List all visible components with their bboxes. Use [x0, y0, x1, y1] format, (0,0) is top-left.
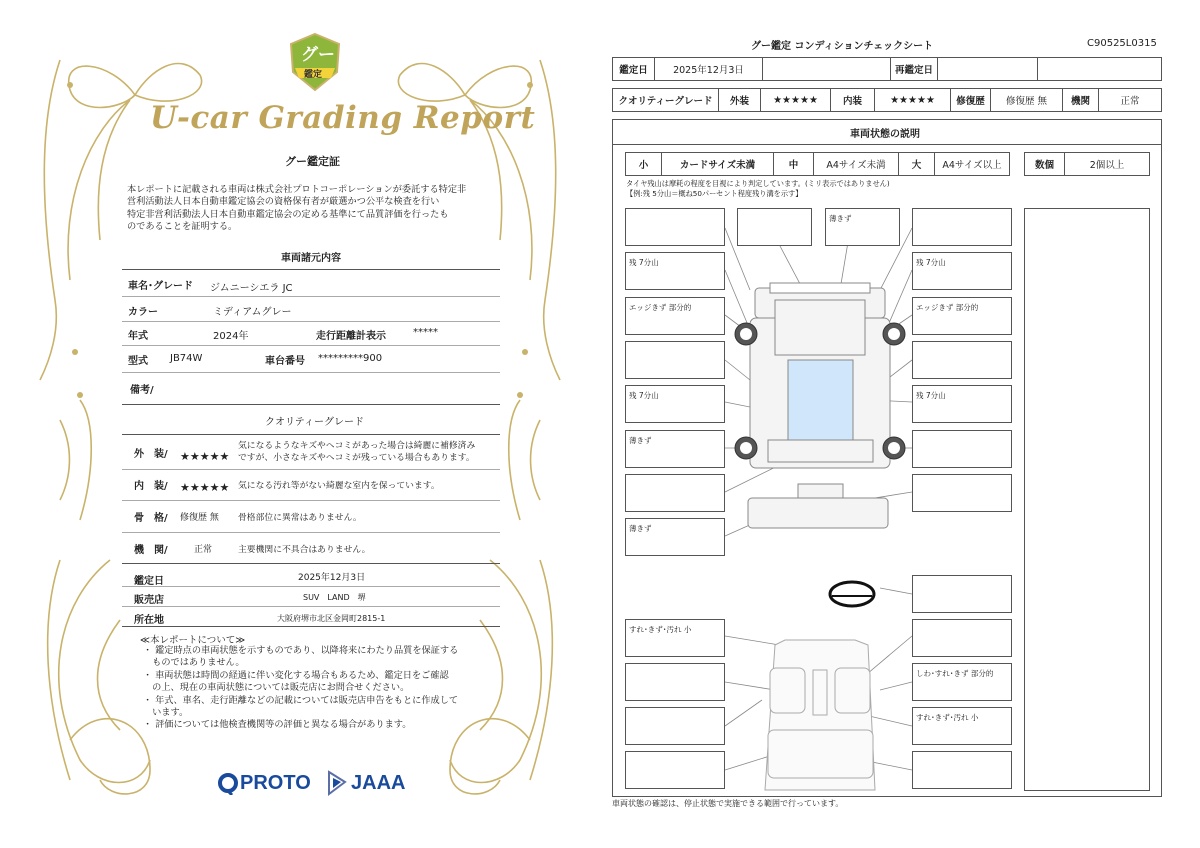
- certificate-subtitle: グー鑑定証: [285, 155, 340, 168]
- note-box-right: [912, 707, 1012, 745]
- shop-value: SUV LAND 堺: [303, 593, 366, 602]
- proto-mark-icon: [218, 773, 238, 795]
- engine-label: 機 関/: [134, 545, 168, 556]
- about-list: ・ 鑑定時点の車両状態を示すものであり、以降将来にわたり品質を保証する ものではありません。 ・ 車両状態は時間の経過に伴い変化する場合もあるため、鑑定日をご確認 の上、現在の車両状態については販売店にお問合せください。 ・ 年式、車名、走行距離などの記載については販売店申告をもとに作成して います。 ・ 評価については他検査機関等の評価と異なる場合があります。: [143, 645, 459, 731]
- sheet-title: グー鑑定 コンディションチェックシート: [751, 41, 934, 52]
- note-box-left: [625, 751, 725, 789]
- jaaa-logo: JAAA: [327, 770, 405, 796]
- sheet-footer: 車両状態の確認は、停止状態で実施できる範囲で行っています。: [612, 799, 844, 808]
- address-label: 所在地: [134, 615, 164, 626]
- tire-note-1: タイヤ残山は摩耗の程度を目視により判定しています。(ミリ表示ではありません): [626, 179, 890, 188]
- quality-heading: クオリティーグレード: [265, 417, 364, 428]
- mileage-label: 走行距離計表示: [316, 331, 386, 342]
- about-heading: ≪本レポートについて≫: [140, 635, 246, 646]
- engine-value: 正常: [1120, 96, 1140, 107]
- size-small-label: 小: [626, 153, 662, 175]
- ext-stars: ★★★★★: [761, 89, 831, 111]
- jaaa-mark-icon: [327, 770, 347, 796]
- interior-stars: ★★★★★: [180, 481, 230, 494]
- model-label: 型式: [128, 356, 148, 367]
- color-label: カラー: [128, 307, 158, 318]
- tire-note-2: 【例:残 5分山＝概ね50パーセント程度残り溝を示す】: [626, 189, 803, 198]
- note-box-right: [912, 474, 1012, 512]
- note-box-left: [625, 297, 725, 335]
- section-title: 車両状態の説明: [850, 129, 920, 140]
- note-box-top-mid2: [825, 208, 900, 246]
- frame-label: 骨 格/: [134, 513, 168, 524]
- note-box-right: [912, 341, 1012, 379]
- size-large-desc: A4サイズ以上: [942, 160, 1002, 171]
- exterior-stars: ★★★★★: [180, 450, 230, 463]
- note-text-top-mid2: 薄きず: [829, 214, 852, 223]
- mileage-value: *****: [413, 327, 438, 338]
- frame-description: 骨格部位に異常はありません。: [238, 513, 362, 523]
- proto-logo: PROTO: [218, 772, 311, 795]
- year-label: 年式: [128, 331, 148, 342]
- sheet-date-value: 2025年12月3日: [655, 58, 763, 80]
- note-box-left: [625, 341, 725, 379]
- logo-top-text: グー: [301, 45, 335, 65]
- ext-label: 外装: [719, 89, 761, 111]
- size-large-label: 大: [899, 153, 935, 175]
- interior-label: 内 装/: [134, 481, 168, 492]
- engine-label: 機関: [1063, 89, 1099, 111]
- chassis-value: *********900: [318, 353, 383, 364]
- steering-wheel-icon: [830, 582, 874, 606]
- note-text: エッジきず 部分的: [629, 303, 692, 312]
- address-value: 大阪府堺市北区金岡町2815-1: [277, 614, 386, 623]
- specs-heading: 車両諸元内容: [281, 253, 341, 264]
- note-box-right: [912, 575, 1012, 613]
- count-desc: 2個以上: [1089, 160, 1125, 171]
- note-box-left: [625, 619, 725, 657]
- name-value: ジムニーシエラ JC: [210, 283, 293, 294]
- note-box-right: [912, 297, 1012, 335]
- reinspect-label: 再鑑定日: [891, 58, 938, 80]
- note-text: すれ･きず･汚れ 小: [629, 625, 692, 634]
- note-box-right: [912, 252, 1012, 290]
- note-text: 残 7分山: [916, 391, 946, 400]
- frame-value: 修復歴 無: [180, 513, 219, 523]
- goo-kantei-logo: [287, 32, 343, 94]
- sheet-date-label: 鑑定日: [613, 58, 655, 80]
- note-box-right: [912, 208, 1012, 246]
- interior-description: 気になる汚れ等がない綺麗な室内を保っています。: [238, 481, 440, 491]
- color-value: ミディアムグレー: [213, 307, 292, 318]
- note-box-left: [625, 474, 725, 512]
- size-small-desc: カードサイズ未満: [662, 153, 774, 175]
- engine-value: 正常: [194, 545, 213, 555]
- date-value: 2025年12月3日: [298, 573, 366, 583]
- script-title: U-car Grading Report: [150, 100, 536, 136]
- condition-check-sheet: [600, 0, 1200, 848]
- logo-bottom-text: 鑑定: [304, 70, 323, 80]
- exterior-label: 外 装/: [134, 449, 168, 460]
- name-label: 車名･グレード: [128, 281, 193, 292]
- shop-label: 販売店: [134, 595, 164, 606]
- note-box-left: [625, 663, 725, 701]
- note-box-left: [625, 208, 725, 246]
- note-box-left: [625, 430, 725, 468]
- note-box-right: [912, 751, 1012, 789]
- repair-label: 修復歴: [951, 89, 991, 111]
- note-box-right: [912, 619, 1012, 657]
- note-text: すれ･きず･汚れ 小: [916, 713, 979, 722]
- note-box-right: [912, 663, 1012, 701]
- int-label: 内装: [831, 89, 875, 111]
- year-value: 2024年: [213, 331, 249, 342]
- note-box-left: [625, 518, 725, 556]
- chassis-label: 車台番号: [265, 356, 305, 367]
- note-text: 残 7分山: [916, 258, 946, 267]
- exterior-description: 気になるようなキズやヘコミがあった場合は綺麗に補修済み ですが、小さなキズやヘコミが残っている場合もあります。: [238, 441, 476, 463]
- sheet-code: C90525L0315: [1087, 38, 1157, 49]
- note-text: エッジきず 部分的: [916, 303, 979, 312]
- note-box-left: [625, 385, 725, 423]
- note-text: 残 7分山: [629, 391, 659, 400]
- note-text: しわ･すれ･きず 部分的: [916, 669, 994, 678]
- note-box-right: [912, 385, 1012, 423]
- model-value: JB74W: [170, 353, 203, 364]
- quality-label: クオリティーグレード: [613, 89, 719, 111]
- size-mid-desc: A4サイズ未満: [814, 153, 899, 175]
- repair-value: 修復歴 無: [991, 89, 1063, 111]
- note-box-top-mid: [737, 208, 812, 246]
- engine-description: 主要機関に不具合はありません。: [238, 545, 371, 555]
- size-mid-label: 中: [774, 153, 814, 175]
- count-label: 数個: [1025, 153, 1065, 175]
- note-text: 残 7分山: [629, 258, 659, 267]
- int-stars: ★★★★★: [875, 89, 951, 111]
- note-text: 薄きず: [629, 436, 652, 445]
- note-box-left: [625, 707, 725, 745]
- note-text: 薄きず: [629, 524, 652, 533]
- remarks-label: 備考/: [130, 385, 154, 396]
- intro-paragraph: 本レポートに記載される車両は株式会社プロトコーポレーションが委託する特定非 営利活動法人日本自動車鑑定協会の資格保有者が厳選かつ公平な検査を行い 特定非営利活動法人日本自動車鑑定協会の定める基準にて品質評価を行ったも のであることを証明する。: [127, 184, 467, 233]
- date-label: 鑑定日: [134, 576, 164, 587]
- note-box-right: [912, 430, 1012, 468]
- note-box-left: [625, 252, 725, 290]
